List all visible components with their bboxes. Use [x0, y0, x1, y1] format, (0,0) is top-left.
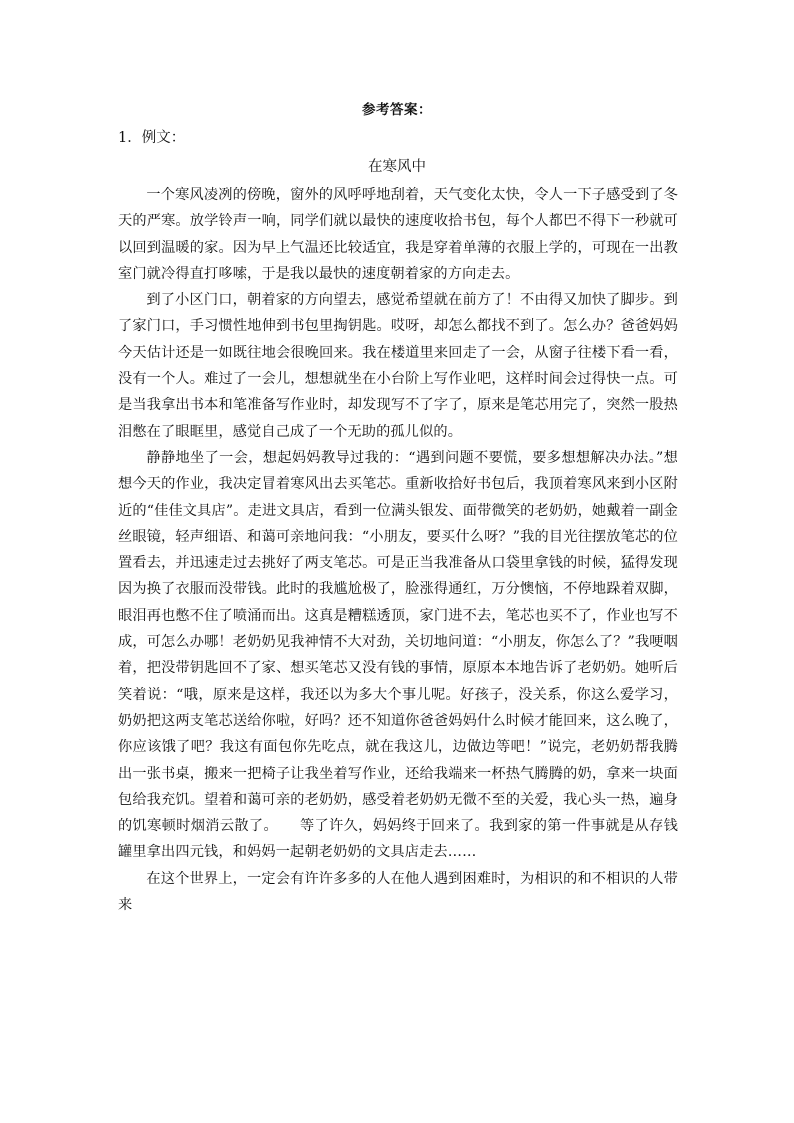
question-label: 1．例文：: [118, 130, 186, 146]
essay-paragraph-1: 一个寒风凌冽的傍晚，窗外的风呼呼地刮着，天气变化太快，令人一下子感受到了冬天的严寒。放学铃声一响，同学们就以最快的速度收拾书包，每个人都巴不得下一秒就可以回到温暖的家。因为早上气温还比较适宜，我是穿着单薄的衣服上学的，可现在一出教室门就冷得直打哆嗦，于是我以最快的速度朝着家的方向走去。: [118, 187, 678, 282]
essay-paragraph-2: 到了小区门口，朝着家的方向望去，感觉希望就在前方了！不由得又加快了脚步。到了家门口，手习惯性地伸到书包里掏钥匙。哎呀，却怎么都找不到了。怎么办？爸爸妈妈今天估计还是一如既往地会很晚回来。我在楼道里来回走了一会，从窗子往楼下看一看，没有一个人。难过了一会儿，想想就坐在小台阶上写作业吧，这样时间会过得快一点。可是当我拿出书本和笔准备写作业时，却发现写不了字了，原来是笔芯用完了，突然一股热泪憋在了眼眶里，感觉自己成了一个无助的孤儿似的。: [118, 292, 678, 440]
essay-title: 在寒风中: [368, 159, 426, 175]
essay-paragraph-3: 静静地坐了一会，想起妈妈教导过我的：“遇到问题不要慌，要多想想解决办法。”想想今天的作业，我决定冒着寒风出去买笔芯。重新收拾好书包后，我顶着寒风来到小区附近的“佳佳文具店”。走进文具店，看到一位满头银发、面带微笑的老奶奶，她戴着一副金丝眼镜，轻声细语、和蔼可亲地问我：“小朋友，要买什么呀？”我的目光往摆放笔芯的位置看去，并迅速走过去挑好了两支笔芯。可是正当我准备从口袋里拿钱的时候，猛得发现因为换了衣服而没带钱。此时的我尴尬极了，脸涨得通红，万分懊恼，不停地跺着双脚，眼泪再也憋不住了喷涌而出。这真是糟糕透顶，家门进不去，笔芯也买不了，作业也写不成，可怎么办哪！老奶奶见我神情不大对劲，关切地问道：“小朋友，你怎么了？”我哽咽着，把没带钥匙回不了家、想买笔芯又没有钱的事情，原原本本地告诉了老奶奶。她听后笑着说：“哦，原来是这样，我还以为多大个事儿呢。好孩子，没关系，你这么爱学习，奶奶把这两支笔芯送给你啦，好吗？还不知道你爸爸妈妈什么时候才能回来，这么晚了，你应该饿了吧？我这有面包你先吃点，就在我这儿，边做边等吧！”说完，老奶奶帮我腾出一张书桌，搬来一把椅子让我坐着写作业，还给我端来一杯热气腾腾的奶，拿来一块面包给我充饥。望着和蔼可亲的老奶奶，感受着老奶奶无微不至的关爱，我心头一热，遍身的饥寒顿时烟消云散了。 等了许久，妈妈终于回来了。我到家的第一件事就是从存钱罐里拿出四元钱，和妈妈一起朝老奶奶的文具店走去……: [118, 449, 678, 861]
essay-body: [118, 182, 678, 918]
answer-heading: 参考答案：: [362, 102, 432, 118]
essay-paragraph-4: 在这个世界上，一定会有许许多多的人在他人遇到困难时，为相识的和不相识的人带来: [118, 870, 678, 914]
